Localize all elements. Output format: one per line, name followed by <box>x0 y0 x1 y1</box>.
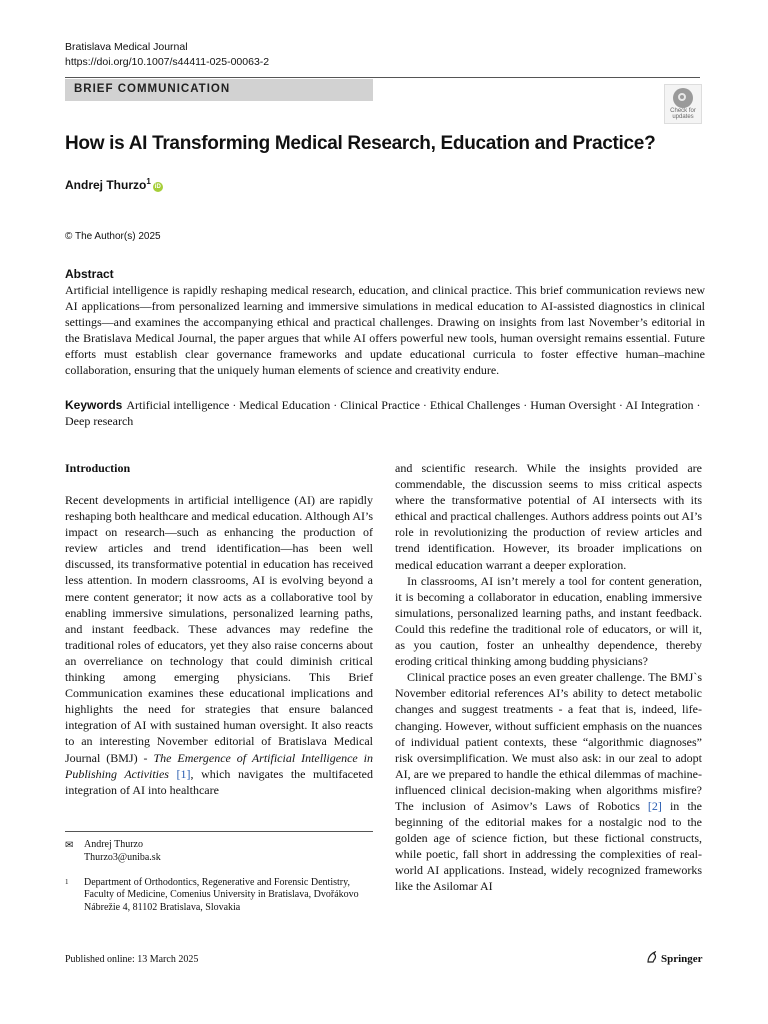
author-affiliation-ref[interactable]: 1 <box>146 177 151 186</box>
footnote-rule <box>65 831 373 832</box>
article-title: How is AI Transforming Medical Research, Education and Practice? <box>65 133 656 154</box>
author-name[interactable]: Andrej Thurzo <box>65 178 147 192</box>
corresponding-author <box>65 838 161 864</box>
publisher-name: Springer <box>661 953 703 965</box>
copyright: © The Author(s) 2025 <box>65 231 161 242</box>
check-updates-circle-icon <box>673 88 693 108</box>
published-date: Published online: 13 March 2025 <box>65 954 199 965</box>
abstract-heading: Abstract <box>65 267 114 281</box>
contact-name: Andrej Thurzo <box>84 839 143 850</box>
keywords <box>65 397 705 429</box>
check-for-updates-icon[interactable] <box>664 84 702 124</box>
introduction-heading: Introduction <box>65 461 131 475</box>
header-rule <box>65 77 700 78</box>
column-right <box>395 460 702 895</box>
keywords-label: Keywords <box>65 398 123 412</box>
paragraph-1: and scientific research. While the insights provided are commendable, the discussion seems to miss critical aspects where the transformative potential of AI intersects with its ethical and practical challenges. Authors address points out AI’s role in revolutionizing the production of review articles and trend identification. However, its broader implications on medical education warrant a deeper exploration. <box>395 461 702 572</box>
springer-horse-icon <box>646 951 658 963</box>
check-updates-label-2: updates <box>672 114 694 120</box>
doi-link[interactable]: https://doi.org/10.1007/s44411-025-00063-2 <box>65 56 270 68</box>
journal-header <box>65 40 269 70</box>
section-banner <box>65 79 373 101</box>
affiliation <box>65 877 365 914</box>
intro-text-b: , which navigates the multifaceted integration of AI into healthcare <box>65 766 373 797</box>
column-left <box>65 492 373 798</box>
affiliation-text: Department of Orthodontics, Regenerative and Forensic Dentistry, Faculty of Medicine, Comenius University in Bratislava, Dvořákovo Nábrežie 4, 81102 Bratislava, Slovakia <box>84 877 359 913</box>
citation-2[interactable]: [2] <box>647 798 662 813</box>
citation-1[interactable]: [1] <box>176 766 191 781</box>
editorial-title: The Emergence of Artificial Intelligence in Publishing Activities <box>65 750 373 781</box>
author-line <box>65 177 163 192</box>
paragraph-2: In classrooms, AI isn’t merely a tool for content generation, it is becoming a collaborator in education, enabling immersive simulations, personalized learning paths, and instant feedback. Could this redefine the traditional role of educators, or will it, as you caution, foster an unhealthy dependence, thereby eroding critical thinking among budding physicians? <box>395 573 702 669</box>
keywords-text: Artificial intelligence · Medical Education · Clinical Practice · Ethical Challenges · Human Oversight · AI Integration · Deep research <box>65 398 701 429</box>
abstract-body: Artificial intelligence is rapidly reshaping medical research, education, and clinical practice. This brief communication reviews new AI applications—from personalized learning and immersive simulations in medical education to AI-assisted diagnostics in clinical settings—and examines the accompanying ethical and practical challenges. Drawing on insights from last November’s editorial in the Bratislava Medical Journal, the paper argues that while AI offers powerful new tools, human oversight remains essential. Future efforts must establish clear governance frameworks and update educational curricula to foster effective human–machine collaboration, ensuring that the uniquely human elements of science and creativity endure. <box>65 283 705 378</box>
paragraph-3-a: Clinical practice poses an even greater challenge. The BMJ`s November editorial references AI’s ability to detect metabolic changes and suggest treatments - a feat that is, indeed, life-changing. However, without sufficient emphasis on the nuances of individual patient contexts, these “algorithmic diagnoses” risk oversimplification. We must also ask: in our zeal to adopt AI, are we prepared to handle the ethical dilemmas of machine-influenced clinical decision-making when algorithms misfire? The inclusion of Asimov’s Laws of Robotics <box>395 670 702 813</box>
orcid-icon[interactable]: iD <box>154 184 161 190</box>
paragraph-3-b: in the beginning of the editorial makes for a nostalgic nod to the golden age of science fiction, but these fictional constructs, while poetic, fall short in addressing the complexities of real-world AI applications. Instead, widely recognized frameworks like the Asilomar AI <box>395 798 702 894</box>
publisher-logo <box>646 951 703 965</box>
contact-email[interactable]: Thurzo3@uniba.sk <box>84 852 161 863</box>
affiliation-number: 1 <box>65 878 69 886</box>
envelope-icon: ✉ <box>65 840 74 851</box>
section-label: BRIEF COMMUNICATION <box>74 83 231 95</box>
paragraph-3 <box>395 669 702 894</box>
check-updates-label-1: Check for <box>670 108 696 114</box>
journal-name: Bratislava Medical Journal <box>65 41 188 53</box>
intro-text-a: Recent developments in artificial intelligence (AI) are rapidly reshaping both healthcare and medical education. Although AI’s impact on research—such as enhancing the production of review articles and trend identification—has been well discussed, its transformative potential in education has received less attention. In modern classrooms, AI is evolving beyond a mere content generator; it now acts as a collaborative tool by enabling immersive simulations, personalized learning paths, and instant feedback. These advances may redefine the traditional roles of educators, yet they also raise concerns about an overreliance on technology that could diminish critical thinking among emerging physicians. This Brief Communication examines these educational implications and highlights the need for strategies that ensure balanced integration of AI with sustained human oversight. It also reacts to an interesting November editorial of Bratislava Medical Journal (BMJ) - <box>65 493 373 765</box>
